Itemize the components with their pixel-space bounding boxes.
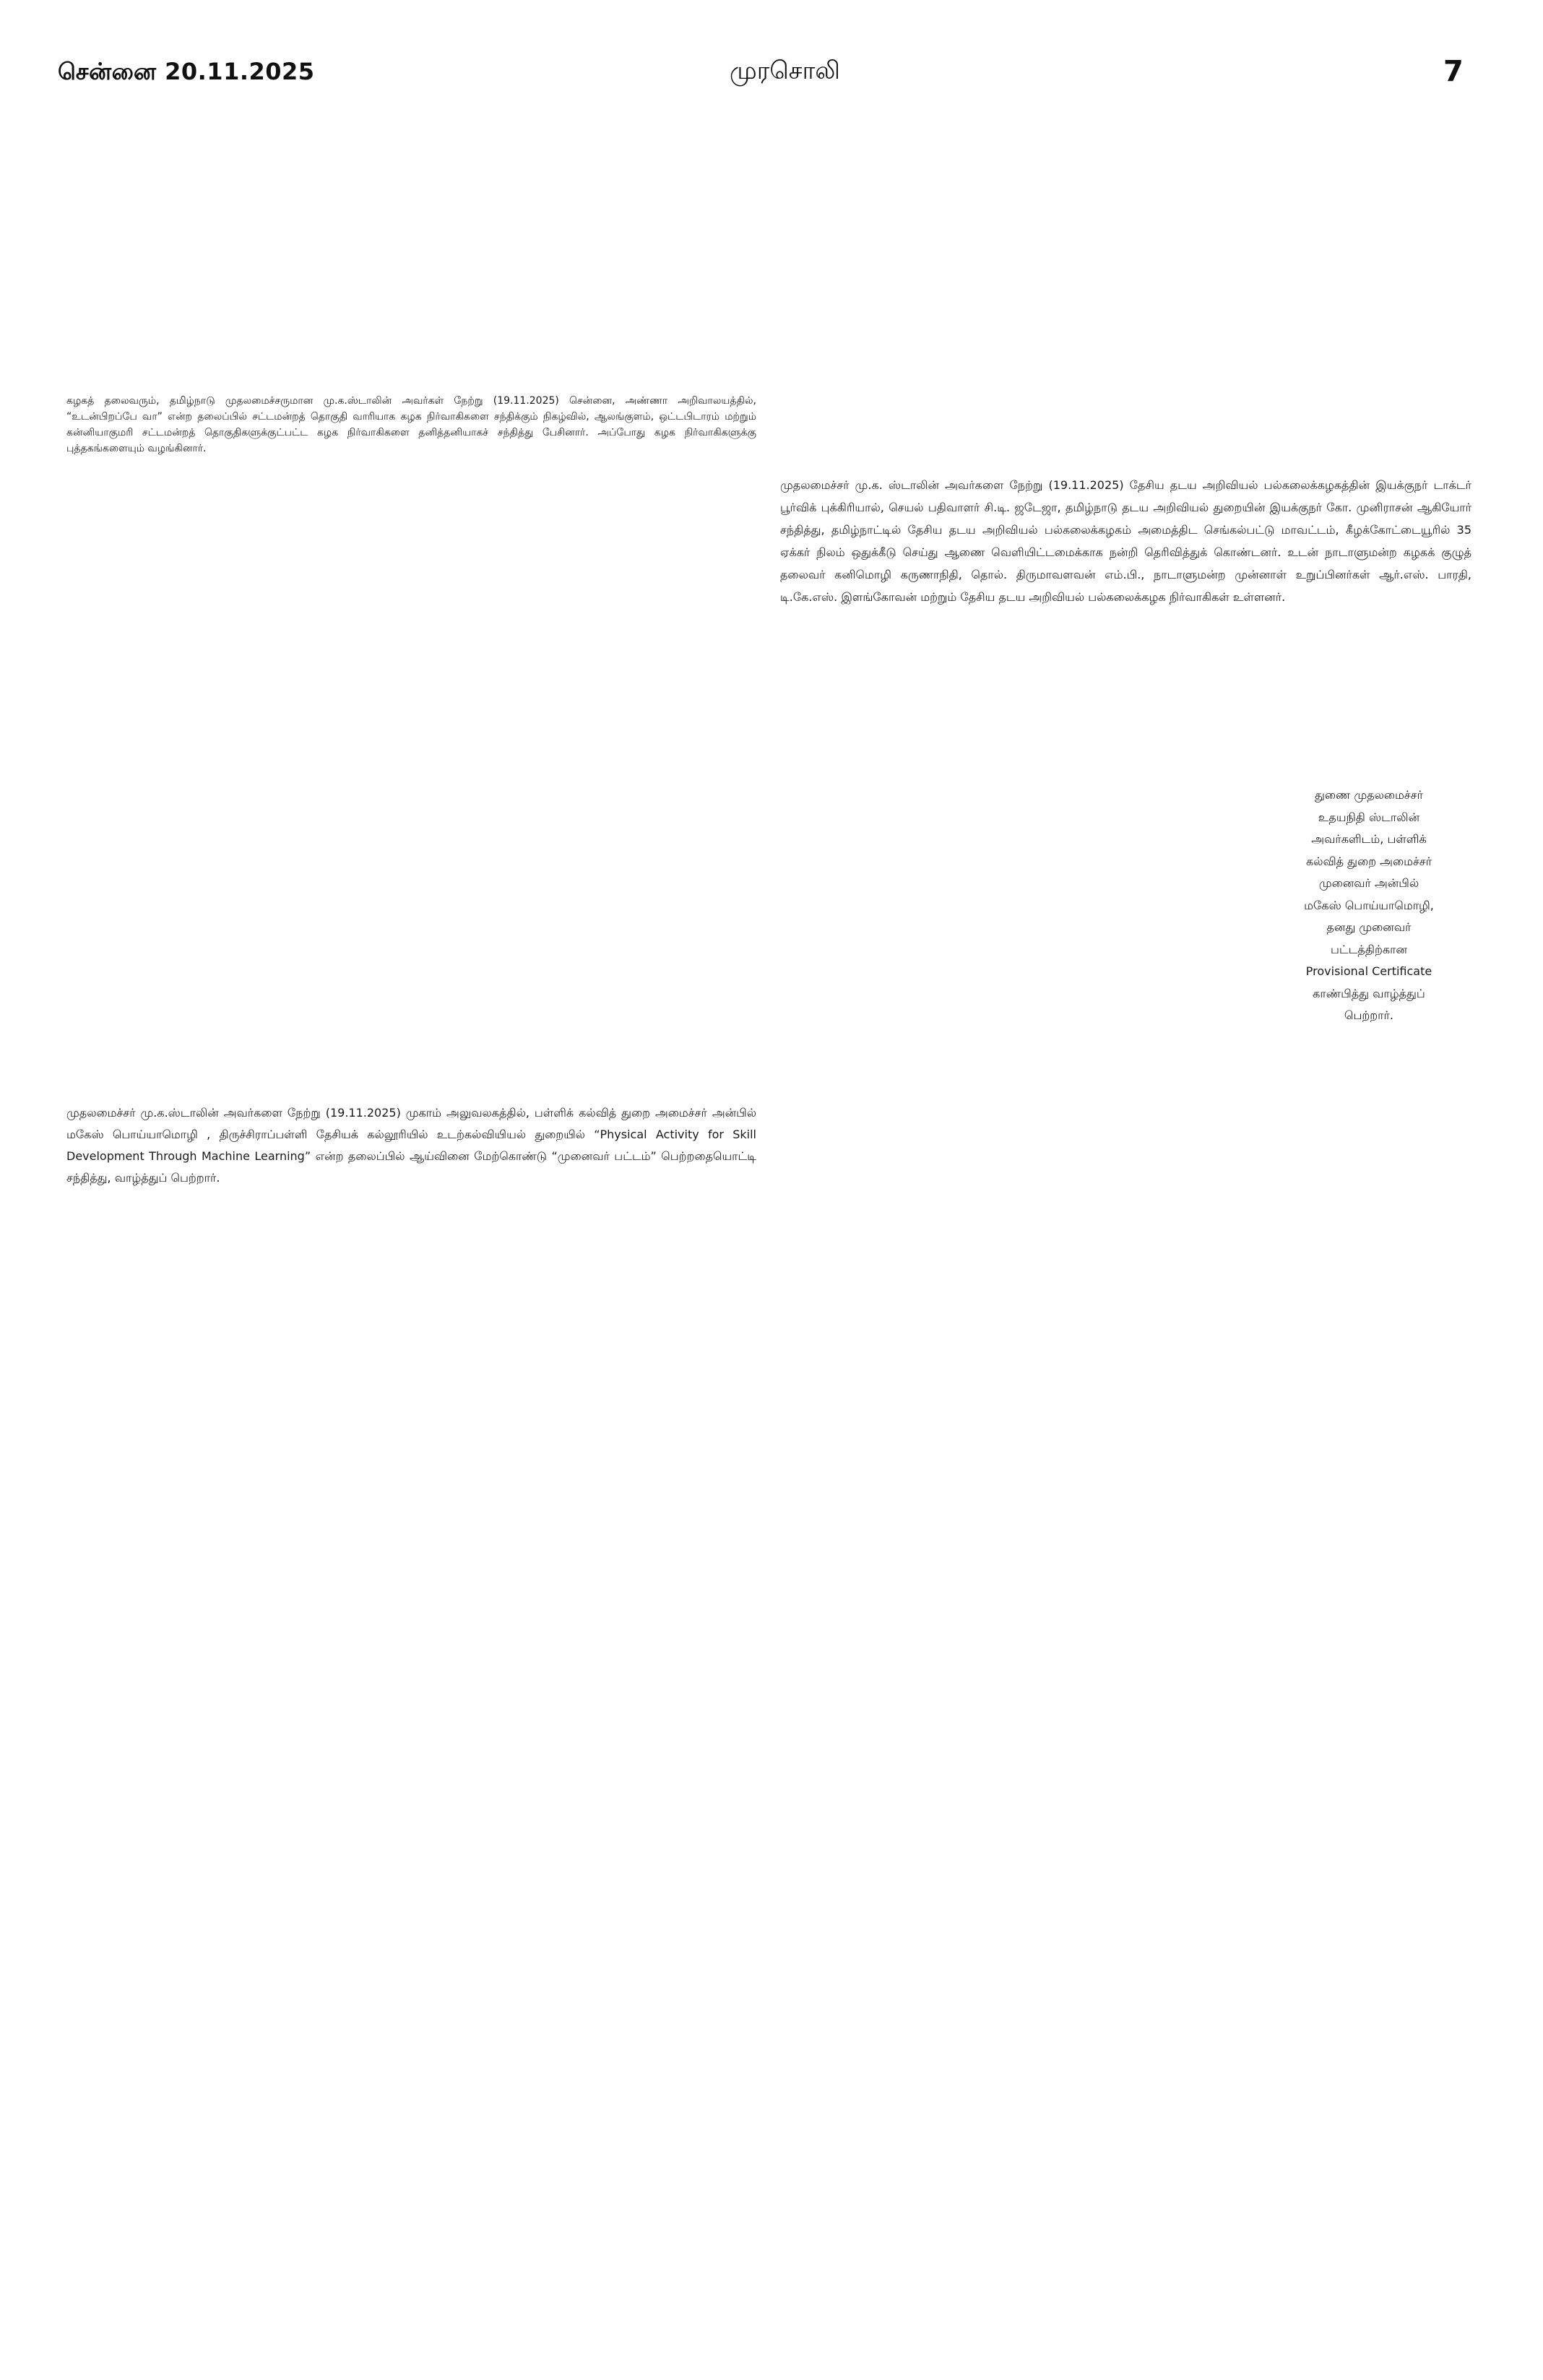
- caption-line: Provisional Certificate: [1305, 964, 1432, 978]
- photo-caption-forensic-university: முதலமைச்சர் மு.க. ஸ்டாலின் அவர்களை நேற்று (19.11.2025) தேசிய தடய அறிவியல் பல்கலைக்கழகத்தின் இயக்குநர் டாக்டர் பூர்விக் புக்கிரியால், செயல் பதிவாளர் சி.டி. ஜடேஜா, தமிழ்நாடு தடய அறிவியல் துறையின் இயக்குநர் கோ. முனிராசன் ஆகியோர் சந்தித்து, தமிழ்நாட்டில் தேசிய தடய அறிவியல் பல்கலைக்கழகம் அமைத்திட செங்கல்பட்டு மாவட்டம், கீழக்கோட்டையூரில் 35 ஏக்கர் நிலம் ஒதுக்கீடு செய்து ஆணை வெளியிட்டமைக்காக நன்றி தெரிவித்துக் கொண்டனர். உடன் நாடாளுமன்ற கழகக் குழுத் தலைவர் கனிமொழி கருணாநிதி, தொல். திருமாவளவன் எம்.பி., நாடாளுமன்ற முன்னாள் உறுப்பினர்கள் ஆர்.எஸ். பாரதி, டி.கே.எஸ். இளங்கோவன் மற்றும் தேசிய தடய அறிவியல் பல்கலைக்கழக நிர்வாகிகள் உள்ளனர்.: [780, 478, 1472, 604]
- caption-line: பெற்றார்.: [1344, 1008, 1393, 1022]
- photo-caption-party-meeting: கழகத் தலைவரும், தமிழ்நாடு முதலமைச்சருமான மு.க.ஸ்டாலின் அவர்கள் நேற்று (19.11.2025) சென்னை, அண்ணா அறிவாலயத்தில், “உடன்பிறப்பே வா” என்ற தலைப்பில் சட்டமன்றத் தொகுதி வாரியாக கழக நிர்வாகிகளை சந்திக்கும் நிகழ்வில், ஆலங்குளம், ஒட்டபிடாரம் மற்றும் கன்னியாகுமரி சட்டமன்றத் தொகுதிகளுக்குட்பட்ட கழக நிர்வாகிகளை தனித்தனியாகச் சந்தித்து பேசினார். அப்போது கழக நிர்வாகிகளுக்கு புத்தகங்களையும் வழங்கினார்.: [66, 395, 756, 454]
- page-number: 7: [1443, 55, 1464, 88]
- caption-line: முனைவர் அன்பில்: [1318, 876, 1419, 890]
- photo-caption-doctorate: முதலமைச்சர் மு.க.ஸ்டாலின் அவர்களை நேற்று (19.11.2025) முகாம் அலுவலகத்தில், பள்ளிக் கல்வித் துறை அமைச்சர் அன்பில் மகேஸ் பொய்யாமொழி , திருச்சிராப்பள்ளி தேசியக் கல்லூரியில் உடற்கல்வியியல் துறையில் “Physical Activity for Skill Development Through Machine Learning” என்ற தலைப்பில் ஆய்வினை மேற்கொண்டு “முனைவர் பட்டம்” பெற்றதையொட்டி சந்தித்து, வாழ்த்துப் பெற்றார்.: [66, 1106, 757, 1185]
- caption-line: மகேஸ் பொய்யாமொழி,: [1304, 898, 1434, 912]
- photo-caption-certificate: [1300, 784, 1438, 1027]
- caption-line: உதயநிதி ஸ்டாலின்: [1318, 810, 1420, 824]
- caption-line: தனது முனைவர்: [1326, 920, 1412, 934]
- newspaper-title: முரசொலி: [730, 56, 840, 85]
- caption-line: காண்பித்து வாழ்த்துப்: [1313, 986, 1425, 1000]
- header-date: சென்னை 20.11.2025: [58, 58, 315, 85]
- caption-line: துணை முதலமைச்சர்: [1314, 788, 1424, 802]
- caption-line: பட்டத்திற்கான: [1331, 942, 1407, 956]
- caption-line: அவர்களிடம், பள்ளிக்: [1311, 832, 1427, 846]
- caption-line: கல்வித் துறை அமைச்சர்: [1305, 854, 1432, 868]
